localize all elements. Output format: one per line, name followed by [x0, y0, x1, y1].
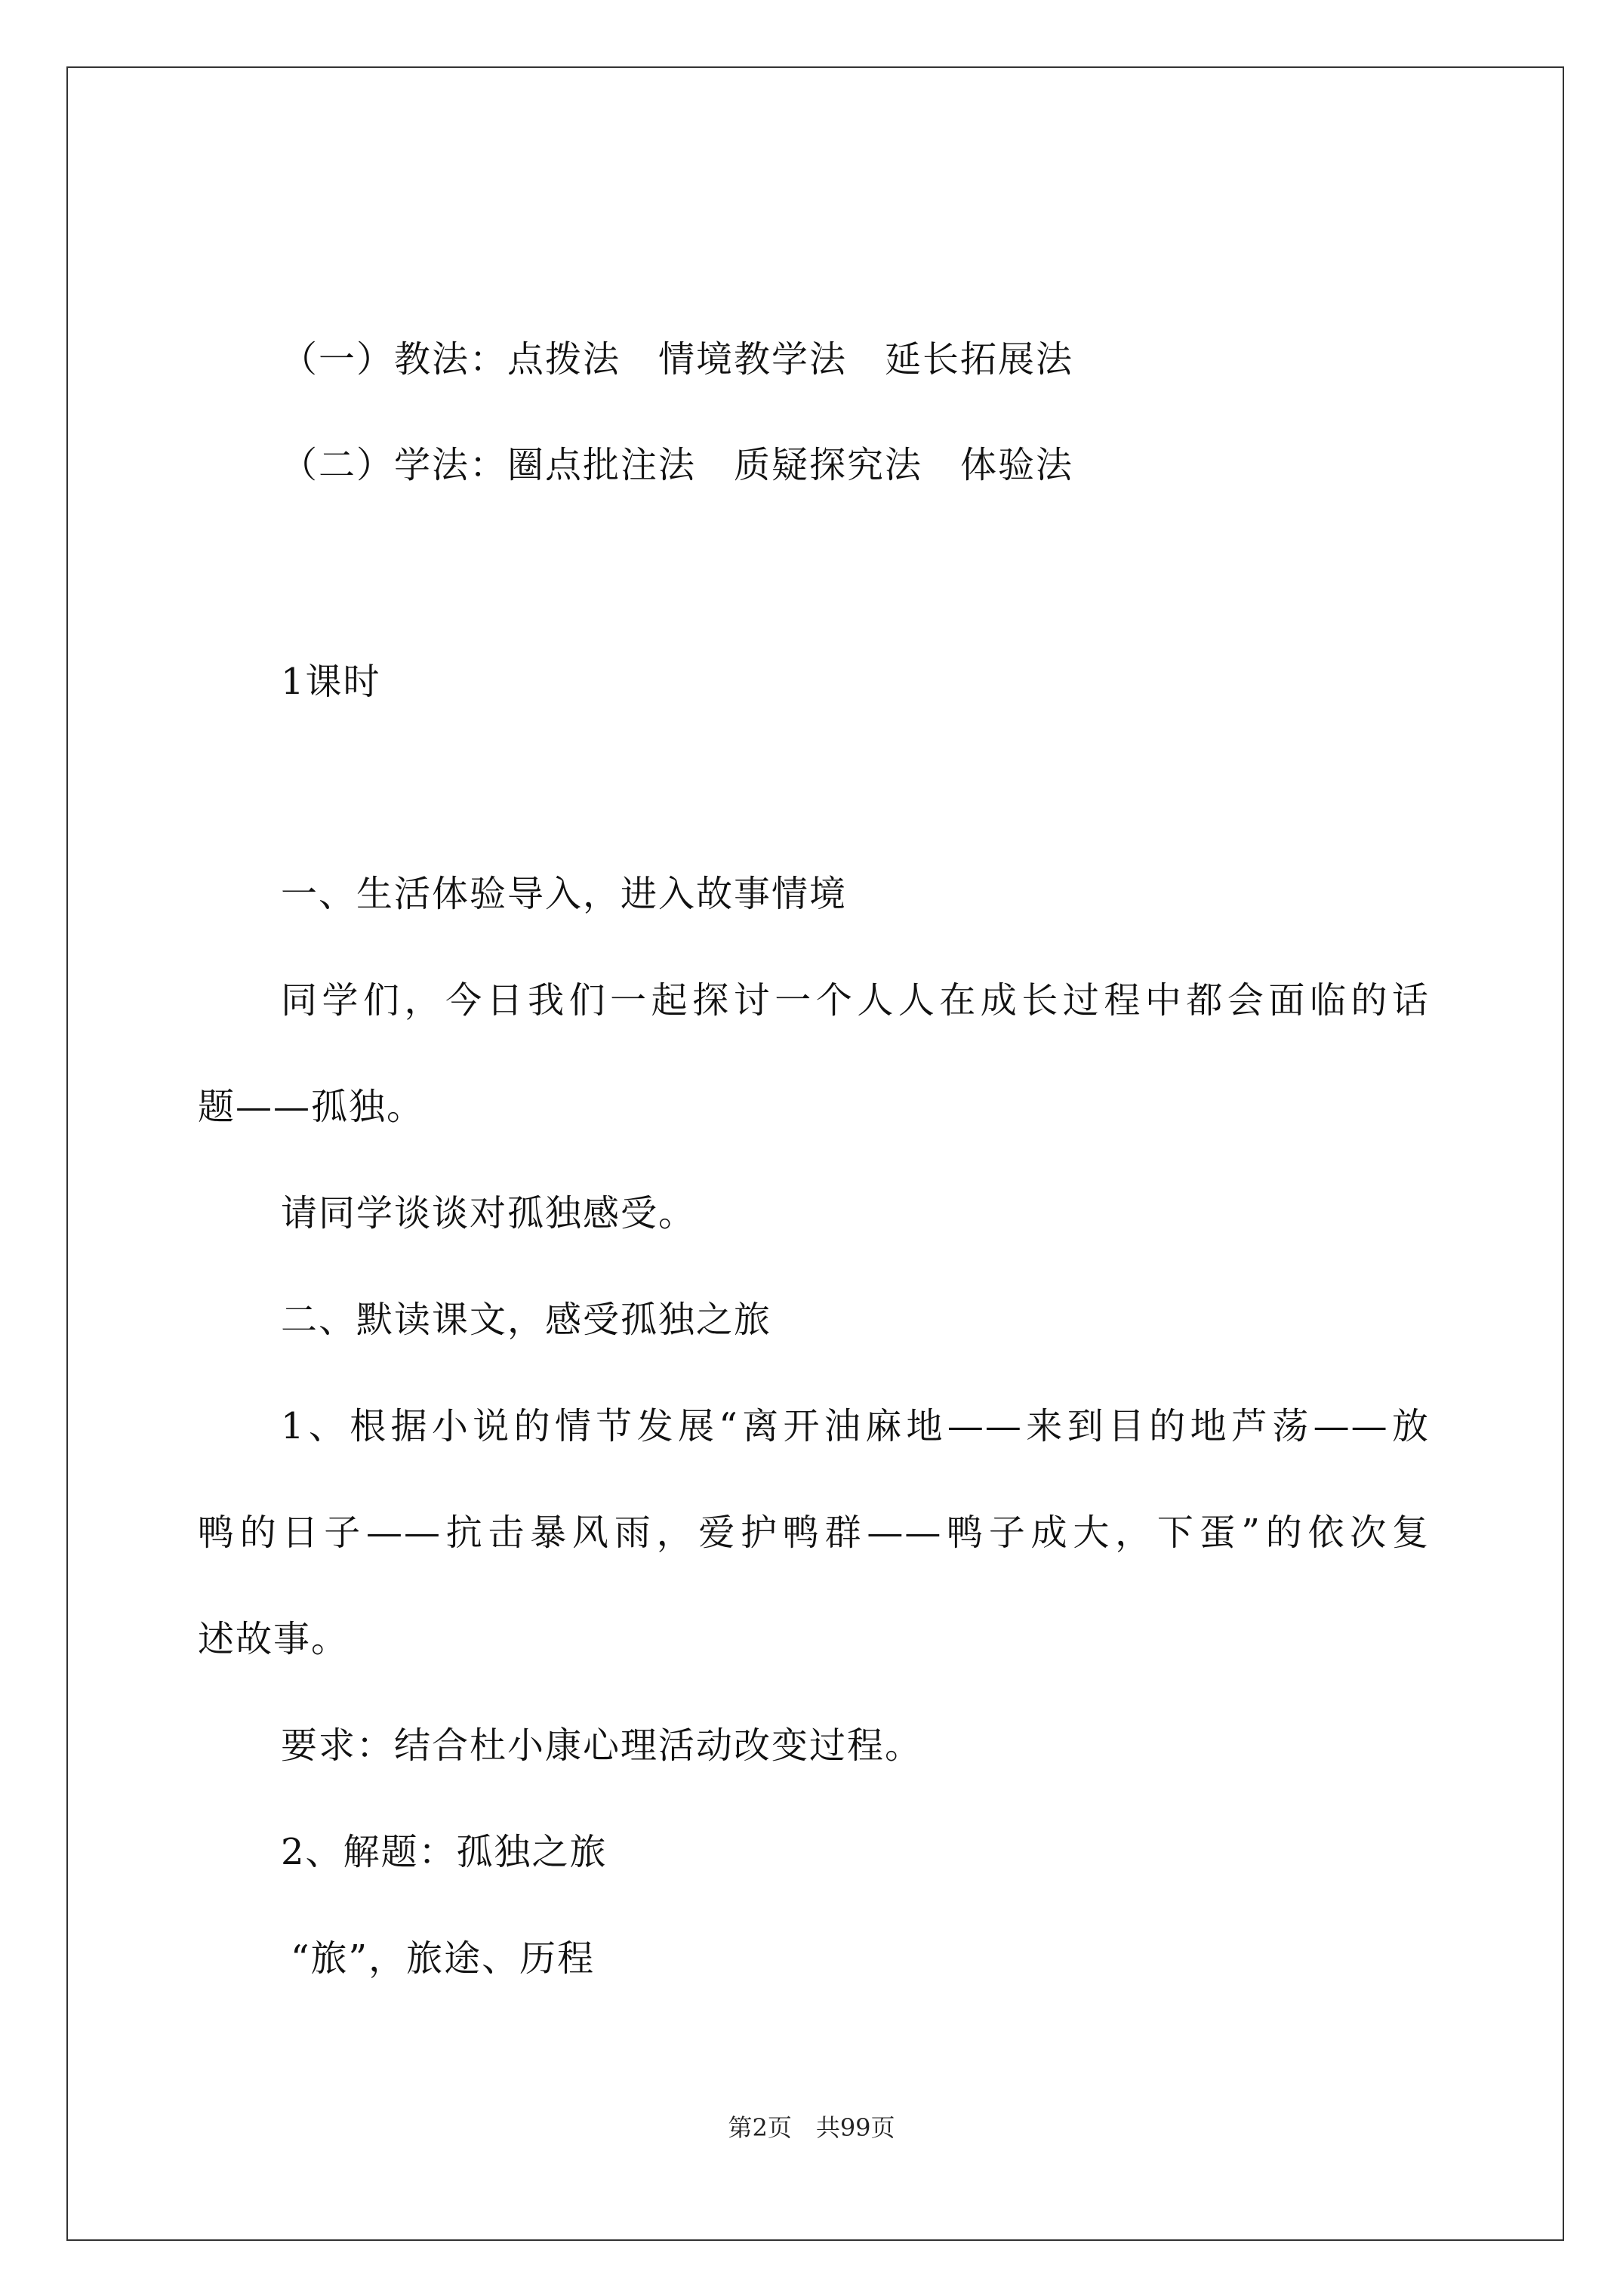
- text-line-discussion-prompt: 请同学谈谈对孤独感受。: [281, 1192, 697, 1234]
- page-border: [66, 66, 1564, 2241]
- text-line-section-two-heading: 二、默读课文，感受孤独之旅: [281, 1299, 772, 1341]
- page-number-footer: 第2页 共99页: [728, 2113, 895, 2142]
- text-line-requirement: 要求：结合杜小康心理活动改变过程。: [281, 1724, 923, 1767]
- text-line-learning-methods: （二）学法：圈点批注法 质疑探究法 体验法: [281, 444, 1074, 486]
- text-line-plot-task-2: 鸭的日子——抗击暴风雨，爱护鸭群——鸭子成大，下蛋”的依次复: [198, 1512, 1430, 1554]
- text-line-journey-definition: “旅”，旅途、历程: [291, 1937, 596, 1980]
- text-line-class-hours: 1课时: [281, 661, 381, 703]
- text-line-intro-continued: 题——孤独。: [198, 1086, 425, 1128]
- text-line-intro-paragraph: 同学们，今日我们一起探讨一个人人在成长过程中都会面临的话: [281, 979, 1430, 1022]
- text-line-plot-task-1: 1、根据小说的情节发展“离开油麻地——来到目的地芦荡——放: [281, 1405, 1430, 1447]
- text-line-section-one-heading: 一、生活体验导入，进入故事情境: [281, 873, 848, 915]
- text-line-title-analysis: 2、解题：孤独之旅: [281, 1831, 608, 1873]
- text-line-teaching-methods: （一）教法：点拨法 情境教学法 延长拓展法: [281, 338, 1074, 381]
- text-line-plot-task-3: 述故事。: [198, 1618, 350, 1660]
